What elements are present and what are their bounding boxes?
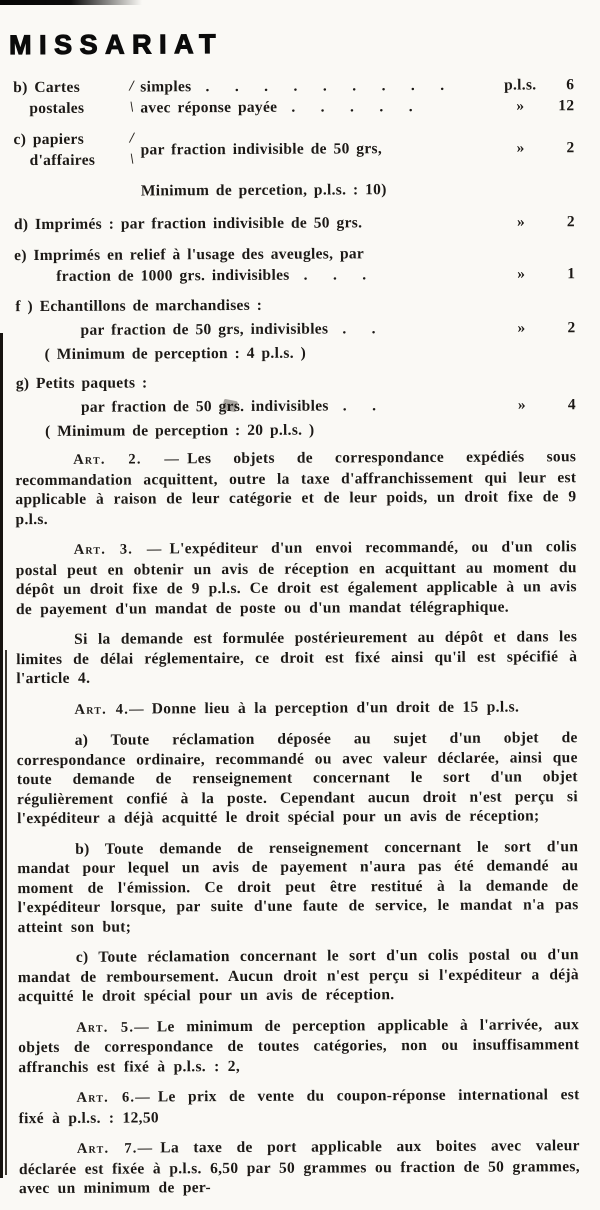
- dot-leader: . . .: [303, 266, 367, 284]
- dot-leader: . . . . .: [291, 98, 413, 116]
- tariff-desc-block: [14, 243, 491, 287]
- tariff-item-label: [13, 77, 123, 120]
- price-unit: »: [517, 396, 526, 414]
- article-text: Si la demande est formulée postérieurement au dépôt et dans les limites de délai réglementaire, ce droit est fixé ainsi qu'il est spécifié à l'article 4.: [16, 628, 578, 688]
- article-label: Art. 2. —: [73, 451, 181, 468]
- tariff-item-label: [13, 129, 123, 172]
- article-text: c) Toute réclamation concernant le sort d'un colis postal ou d'un mandat de remboursement. Aucun droit n'est perçu si l'expéditeur a déjà acquitté le droit spécial pour un avis de réception.: [17, 946, 579, 1006]
- article-paragraph-art6: [18, 1085, 579, 1128]
- tariff-row: [81, 394, 576, 418]
- price-unit: »: [516, 213, 526, 231]
- article-paragraph-art4-a: [17, 728, 579, 828]
- brace-upper-stroke: /: [129, 78, 135, 95]
- brace-icon: [123, 128, 140, 170]
- tariff-row: [140, 95, 574, 118]
- tariff-label-line: postales: [29, 99, 85, 118]
- tariff-desc: par fraction de 50 grs, indivisibles: [80, 320, 329, 339]
- brace-icon: [123, 76, 140, 118]
- article-text: Les objets de correspondance expédiés sous recommandation acquittent, outre la taxe d'affranchissement qui leur est applicable à raison de leur catégorie et de leur poids, un droit fixe de 9 p.l.s.: [15, 448, 577, 528]
- tariff-rows: [140, 74, 574, 118]
- tariff-desc: d) Imprimés : par fraction indivisible de 50 grs.: [13, 214, 363, 234]
- tariff-table: [13, 74, 576, 442]
- article-label: Art. 7.—: [76, 1140, 154, 1157]
- price-unit: p.l.s.: [503, 76, 537, 94]
- article-label: Art. 4.—: [74, 700, 145, 718]
- article-paragraph-art5: [18, 1015, 579, 1077]
- price-unit: »: [517, 265, 526, 283]
- tariff-desc-line: [14, 264, 491, 287]
- tariff-row: [80, 317, 575, 341]
- price-value: 2: [567, 319, 576, 337]
- price-cell: [490, 95, 574, 116]
- article-text: Le minimum de perception applicable à l'arrivée, aux objets de correspondance de toutes catégories, non ou insuffisamment affranchis est fixé à p.l.s. : 2,: [18, 1015, 580, 1076]
- price-value: 2: [566, 138, 575, 156]
- tariff-item-cartes-postales: [13, 74, 574, 119]
- tariff-note: Minimum de percetion, p.l.s. : 10): [140, 181, 387, 200]
- price-value: 6: [566, 76, 575, 94]
- brace-lower-stroke: \: [129, 99, 135, 116]
- article-text: La taxe de port applicable aux boites avec valeur déclarée est fixée à p.l.s. 6,50 par 50 grammes ou fraction de 50 grammes, avec un minimum de per-: [18, 1137, 580, 1198]
- price-value: 1: [567, 265, 576, 283]
- tariff-rows: [140, 126, 574, 170]
- tariff-item-echantillons-heading: f ) Echantillons de marchandises :: [15, 296, 263, 316]
- price-cell: [491, 137, 575, 158]
- tariff-desc-line: e) Imprimés en relief à l'usage des aveugles, par: [14, 245, 365, 265]
- price-unit: »: [516, 138, 525, 157]
- price-cell: [492, 394, 576, 415]
- masthead-title-fragment: MISSARIAT: [8, 29, 224, 61]
- article-paragraph-art2: [15, 447, 576, 529]
- article-text: a) Toute réclamation déposée au sujet d'un objet de correspondance ordinaire, recommandé ou avec valeur déclarée, ainsi que toute demande de renseignement concernant le sort d'un objet régulièrement confié à la poste. Cependant aucun droit n'est perçu si l'expéditeur a déjà acquitté le droit spécial pour un avis de réception;: [16, 729, 579, 828]
- article-paragraph-art4-c: [18, 945, 579, 1006]
- article-text: L'expéditeur d'un envoi recommandé, ou d'un colis postal peut en obtenir un avis de réception en acquittant au moment du dépôt un droit fixe de 9 p.l.s. Ce droit est également applicable à un avis de payement d'un mandat de poste ou d'un mandat télégraphique.: [15, 538, 577, 618]
- tariff-note: ( Minimum de perception : 20 p.l.s. ): [45, 421, 315, 440]
- price-cell: [490, 74, 574, 95]
- tariff-label-line: d'affaires: [29, 151, 96, 170]
- brace-upper-stroke: /: [129, 130, 135, 147]
- article-text: Donne lieu à la perception d'un droit de 15 p.l.s.: [151, 698, 520, 717]
- article-paragraph-continuation: [16, 627, 577, 688]
- price-value: 4: [567, 396, 576, 414]
- tariff-item-imprimes-relief: [14, 242, 575, 287]
- tariff-label-line: c) papiers: [13, 130, 85, 149]
- article-label: Art. 5.—: [76, 1018, 150, 1036]
- article-text: b) Toute demande de renseignement concernant le sort d'un mandat pour lequel un avis de payement n'aura pas été demandé au moment de l'émission. Ce droit peut être restitué à la demande de l'expéditeur lorsque, par suite d'une faute de service, le mandat n'a pas atteint son but;: [17, 837, 579, 936]
- article-paragraph-art3: [16, 537, 577, 619]
- article-text: Le prix de vente du coupon-réponse international est fixé à p.l.s. : 12,50: [18, 1086, 580, 1127]
- price-value: 12: [558, 97, 575, 115]
- price-cell: [491, 211, 575, 232]
- price-unit: »: [516, 97, 525, 115]
- tariff-item-papiers-affaires: [13, 126, 574, 171]
- tariff-desc: par fraction de 50 grs. indivisibles: [80, 397, 329, 416]
- price-value: 2: [566, 213, 576, 231]
- dot-leader: . .: [342, 397, 377, 415]
- tariff-item-petits-paquets-heading: g) Petits paquets :: [15, 374, 148, 393]
- article-paragraph-art7: [19, 1136, 580, 1198]
- tariff-desc: fraction de 1000 grs. indivisibles: [56, 266, 290, 285]
- tariff-label-line: b) Cartes: [13, 78, 81, 97]
- tariff-item-imprimes: [14, 211, 575, 235]
- article-paragraph-art4-b: [17, 837, 579, 937]
- price-unit: »: [517, 319, 526, 337]
- tariff-desc: simples: [140, 78, 192, 96]
- article-label: Art. 6.—: [76, 1089, 151, 1106]
- article-paragraph-art4: [16, 697, 577, 720]
- tariff-desc: avec réponse payée: [140, 98, 278, 117]
- articles-body: [15, 447, 580, 1198]
- price-cell: [491, 263, 575, 284]
- price-cell: [491, 317, 575, 338]
- dot-leader: . . . . . . . . .: [205, 76, 445, 96]
- tariff-note: ( Minimum de perception : 4 p.l.s. ): [44, 344, 307, 363]
- tariff-desc: par fraction indivisible de 50 grs,: [140, 139, 383, 158]
- tariff-row: [141, 137, 575, 160]
- brace-lower-stroke: \: [129, 151, 135, 168]
- dot-leader: . .: [342, 320, 376, 338]
- article-label: Art. 3. —: [73, 541, 163, 558]
- tariff-row: [140, 74, 574, 97]
